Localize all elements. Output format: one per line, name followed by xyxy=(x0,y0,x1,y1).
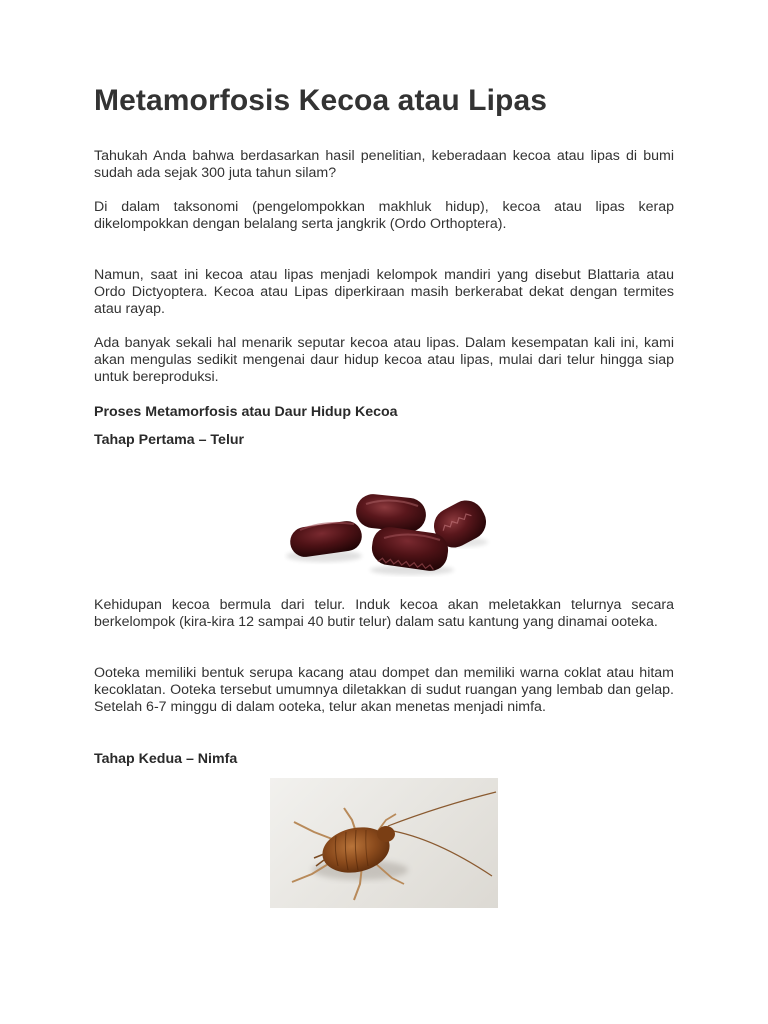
section-heading: Proses Metamorfosis atau Daur Hidup Kecoa xyxy=(94,404,398,420)
cockroach-eggs-image xyxy=(284,482,506,578)
intro-paragraph-3: Namun, saat ini kecoa atau lipas menjadi kelompok mandiri yang disebut Blattaria atau Ordo Dictyoptera. Kecoa atau Lipas diperkiraan masih berkerabat dekat dengan termites atau rayap. xyxy=(94,267,674,317)
intro-paragraph-1: Tahukah Anda bahwa berdasarkan hasil penelitian, keberadaan kecoa atau lipas di bumi sudah ada sejak 300 juta tahun silam? xyxy=(94,148,674,181)
stage2-heading: Tahap Kedua – Nimfa xyxy=(94,751,238,767)
intro-paragraph-4: Ada banyak sekali hal menarik seputar kecoa atau lipas. Dalam kesempatan kali ini, kami akan mengulas sedikit mengenai daur hidup kecoa atau lipas, mulai dari telur hingga siap untuk bereproduksi. xyxy=(94,335,674,385)
stage1-paragraph-1: Kehidupan kecoa bermula dari telur. Induk kecoa akan meletakkan telurnya secara berkelompok (kira-kira 12 sampai 40 butir telur) dalam satu kantung yang dinamai ooteka. xyxy=(94,597,674,630)
stage1-heading: Tahap Pertama – Telur xyxy=(94,432,245,448)
cockroach-nymph-image xyxy=(270,778,498,908)
page-title: Metamorfosis Kecoa atau Lipas xyxy=(94,84,548,117)
intro-paragraph-2: Di dalam taksonomi (pengelompokkan makhluk hidup), kecoa atau lipas kerap dikelompokkan dengan belalang serta jangkrik (Ordo Orthoptera). xyxy=(94,199,674,232)
stage1-paragraph-2: Ooteka memiliki bentuk serupa kacang atau dompet dan memiliki warna coklat atau hitam kecoklatan. Ooteka tersebut umumnya diletakkan di sudut ruangan yang lembab dan gelap. Setelah 6-7 minggu di dalam ooteka, telur akan menetas menjadi nimfa. xyxy=(94,665,674,715)
